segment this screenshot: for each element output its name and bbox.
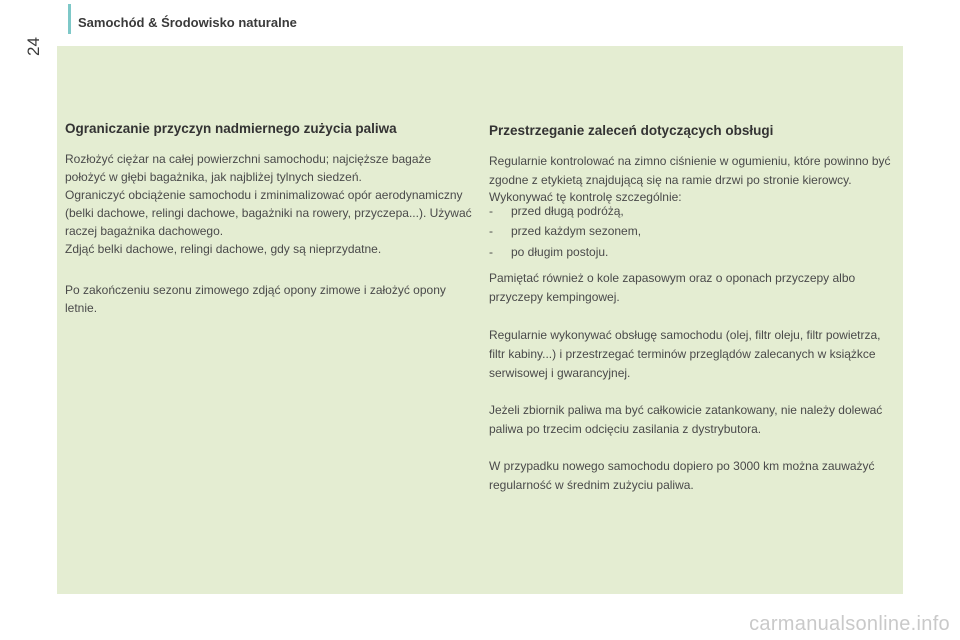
right-paragraph: Regularnie wykonywać obsługę samochodu (olej, filtr oleju, filtr powietrza, filtr kabiny...) i przestrzegać terminów przeglądów zalecanych w książkce serwisowej i gwarancyjnej. [489,328,881,380]
list-dash: - [489,224,493,238]
list-item-text: po długim postoju. [511,245,609,259]
page-number: 24 [24,37,43,56]
right-paragraph: W przypadku nowego samochodu dopiero po 3000 km można zauważyć regularność w średnim zużyciu paliwa. [489,459,875,492]
watermark: carmanualsonline.info [749,613,950,635]
left-heading: Ograniczanie przyczyn nadmiernego zużycia paliwa [65,121,397,136]
list-dash: - [489,245,493,259]
list-item-text: przed każdym sezonem, [511,224,642,238]
right-column [489,121,899,495]
left-paragraph: Ograniczyć obciążenie samochodu i zminimalizować opór aerodynamiczny (belki dachowe, relingi dachowe, bagażniki na rowery, przyczepa...). Używać raczej bagażnika dachowego. [65,188,472,238]
right-paragraph: Regularnie kontrolować na zimno ciśnienie w ogumieniu, które powinno być zgodne z etykietą znajdującą się na ramie drzwi po stronie kierowcy. [489,154,891,187]
list-item [489,221,899,242]
list-item [489,242,899,263]
right-heading: Przestrzeganie zaleceń dotyczących obsługi [489,123,774,138]
left-column [65,121,475,317]
right-paragraph: Wykonywać tę kontrolę szczególnie: [489,190,682,204]
header-accent-bar [68,4,71,34]
list-dash: - [489,204,493,218]
left-paragraph: Po zakończeniu sezonu zimowego zdjąć opony zimowe i założyć opony letnie. [65,283,446,315]
section-title: Samochód & Środowisko naturalne [78,15,297,30]
left-paragraph: Rozłożyć ciężar na całej powierzchni samochodu; najcięższe bagaże położyć w głębi bagażnika, jak najbliżej tylnych siedzeń. [65,152,432,184]
list-item-text: przed długą podróżą, [511,204,624,218]
check-list [489,204,899,263]
right-paragraph: Jeżeli zbiornik paliwa ma być całkowicie zatankowany, nie należy dolewać paliwa po trzecim odcięciu zasilania z dystrybutora. [489,403,883,436]
right-paragraph: Pamiętać również o kole zapasowym oraz o oponach przyczepy albo przyczepy kempingowej. [489,271,856,304]
left-paragraph: Zdjąć belki dachowe, relingi dachowe, gdy są nieprzydatne. [65,242,382,256]
list-item [489,204,899,218]
